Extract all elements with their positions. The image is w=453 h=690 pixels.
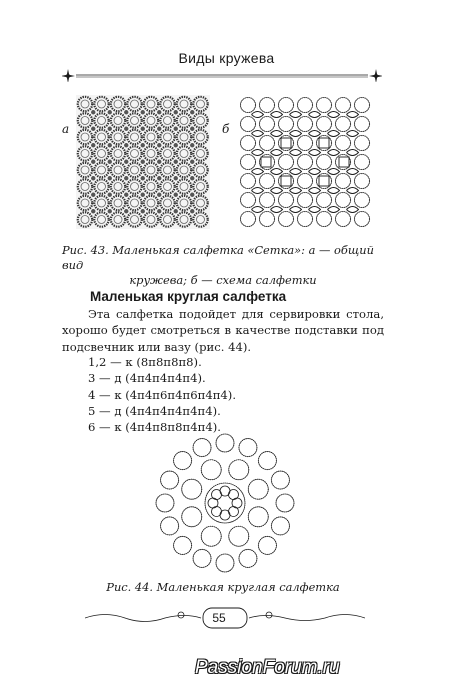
body-paragraph [62,306,384,355]
lace-photo-illustration [76,95,210,229]
figure-label-a: а [62,122,70,136]
pattern-row: 6 — к (4п4п8п8п4п4). [88,420,221,435]
caption-line-2: кружева; б — схема салфетки [129,273,317,287]
round-doily-schema-illustration [150,428,300,578]
figure-label-b: б [222,122,230,136]
pattern-row: 1,2 — к (8п8п8п8). [88,355,202,369]
section-title: Маленькая круглая салфетка [90,289,287,304]
pattern-row: 4 — к (4п4п6п4п6п4п4). [88,387,237,402]
ornament-left-icon [62,69,75,82]
page-number: 55 [212,611,226,625]
pattern-row: 3 — д (4п4п4п4п4). [88,371,206,386]
paragraph-text: Эта салфетка подойдет для сервировки стола, хорошо будет смотреться в качестве подставки под подсвечник или вазу (рис. 44). [62,307,384,354]
ornament-right-icon [369,69,382,82]
caption-line-1: Рис. 43. Маленькая салфетка «Сетка»: а — общий вид [62,243,374,272]
figure-44-caption: Рис. 44. Маленькая круглая салфетка [106,580,340,594]
lace-schema-illustration [238,95,372,229]
site-watermark: PassionForum.ru [195,657,340,678]
header-rule [62,68,382,82]
pattern-rows [88,354,236,435]
figure-43-caption [62,243,384,288]
running-header: Виды кружева [178,50,275,66]
pattern-row: 5 — д (4п4п4п4п4п4). [88,403,221,418]
